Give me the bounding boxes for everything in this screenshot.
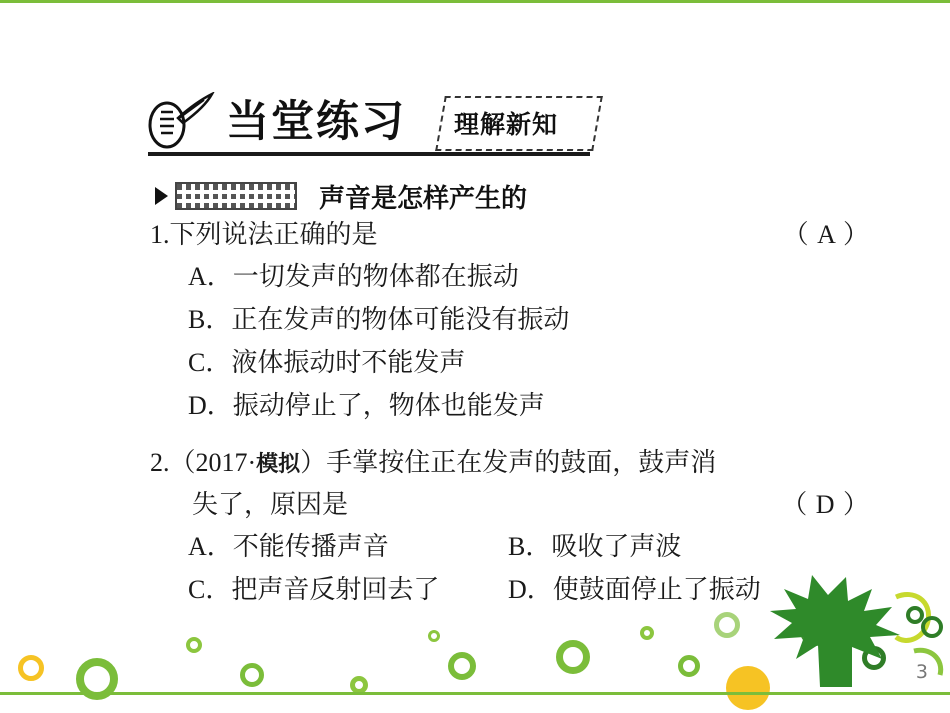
question-item	[150, 222, 870, 436]
knowledge-point-chip-icon	[175, 182, 297, 210]
option-item: C．液体振动时不能发声	[188, 348, 466, 377]
title-underline	[148, 152, 590, 156]
bottom-divider	[0, 692, 950, 695]
bubble-ring-green-small	[186, 637, 202, 653]
question-stem	[150, 450, 870, 492]
question-stem	[150, 222, 870, 264]
title-block	[148, 88, 598, 160]
option-item: D．振动停止了，物体也能发声	[188, 391, 545, 420]
triangle-right-icon	[155, 187, 168, 205]
question-source-mock-label: 模拟	[256, 452, 301, 477]
option-item: D．使鼓面停止了振动	[508, 575, 761, 604]
bubble-ring-green	[556, 640, 590, 674]
bubble-ring-green-small	[240, 663, 264, 687]
bubble-ring-yellow	[18, 655, 44, 681]
top-divider	[0, 0, 950, 3]
question-number: 2.	[150, 448, 170, 477]
section-title: 声音是怎样产生的	[319, 183, 528, 214]
question-stem-continued: 失了，原因是 （ D ）	[192, 490, 870, 519]
question-list	[150, 222, 870, 624]
option-item: A．一切发声的物体都在振动	[188, 262, 519, 291]
question-source-prefix: （2017·	[169, 448, 257, 477]
maple-leaf-icon	[700, 567, 950, 692]
answer-bracket: （ D ）	[781, 490, 870, 519]
question-text: ）手掌按住正在发声的鼓面，鼓声消	[300, 448, 717, 477]
question-text: 下列说法正确的是	[169, 220, 378, 249]
answer-bracket: （ A ）	[782, 220, 870, 249]
bubble-ring-green-tiny	[640, 626, 654, 640]
page-title: 当堂练习	[226, 97, 406, 147]
question-number: 1.	[150, 220, 170, 249]
bubble-ring-green-small	[678, 655, 700, 677]
option-item: B．正在发声的物体可能没有振动	[188, 305, 570, 334]
option-item: C．把声音反射回去了	[188, 575, 440, 604]
bubble-ring-green-tiny	[428, 630, 440, 642]
title-tag	[440, 96, 598, 151]
section-heading-row	[155, 178, 527, 214]
bubble-ring-green	[448, 652, 476, 680]
option-item: A．不能传播声音	[188, 532, 389, 561]
page-number: 3	[915, 661, 928, 683]
option-item: B．吸收了声波	[508, 532, 682, 561]
scroll-quill-icon	[148, 92, 216, 150]
leaf-decoration	[700, 567, 950, 692]
title-tag-label: 理解新知	[454, 110, 559, 139]
